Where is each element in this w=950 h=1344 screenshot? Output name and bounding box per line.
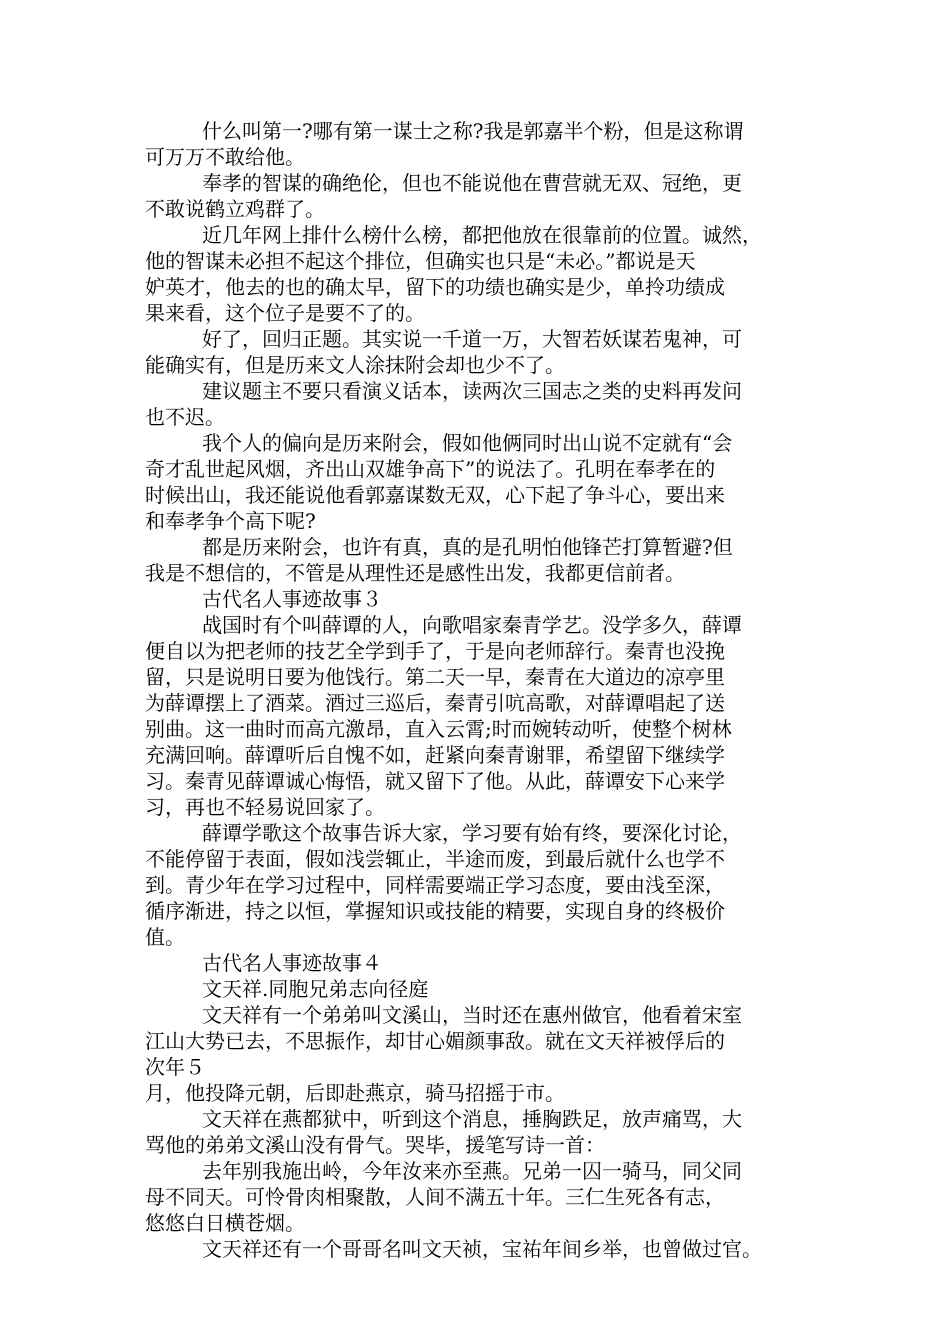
paragraph-line: 到。青少年在学习过程中，同样需要端正学习态度，要由浅至深， xyxy=(145,873,725,897)
paragraph xyxy=(145,1236,825,1262)
paragraph xyxy=(145,1002,825,1080)
paragraph-line: 悠悠白日横苍烟。 xyxy=(145,1211,305,1235)
paragraph xyxy=(145,430,825,534)
paragraph-line: 充满回响。薛谭听后自愧不如，赶紧向秦青谢罪，希望留下继续学 xyxy=(145,743,725,767)
paragraph-line: 奉孝的智谋的确绝伦，但也不能说他在曹营就无双、冠绝，更 xyxy=(202,171,742,195)
paragraph-line: 不能停留于表面，假如浅尝辄止，半途而废，到最后就什么也学不 xyxy=(145,847,725,871)
paragraph-line: 可万万不敢给他。 xyxy=(145,145,305,169)
paragraph-line: 也不迟。 xyxy=(145,405,225,429)
paragraph-line: 习。秦青见薛谭诚心悔悟，就又留下了他。从此，薛谭安下心来学 xyxy=(145,769,725,793)
paragraph-line: 留，只是说明日要为他饯行。第二天一早，秦青在大道边的凉亭里 xyxy=(145,665,725,689)
paragraph xyxy=(145,820,825,950)
paragraph-line: 习，再也不轻易说回家了。 xyxy=(145,795,385,819)
paragraph xyxy=(145,612,825,820)
paragraph xyxy=(145,586,825,612)
paragraph xyxy=(145,534,825,586)
paragraph xyxy=(145,976,825,1002)
paragraph-line: 和奉孝争个高下呢? xyxy=(145,509,316,533)
paragraph-line: 值。 xyxy=(145,925,185,949)
paragraph-line: 薛谭学歌这个故事告诉大家，学习要有始有终，要深化讨论， xyxy=(202,821,742,845)
paragraph-line: 去年别我施出岭，今年汝来亦至燕。兄弟一囚一骑马，同父同 xyxy=(202,1159,742,1183)
paragraph-line: 我是不想信的，不管是从理性还是感性出发，我都更信前者。 xyxy=(145,561,685,585)
document-page xyxy=(145,118,825,1262)
paragraph-line: 我个人的偏向是历来附会，假如他俩同时出山说不定就有“会 xyxy=(202,431,733,455)
paragraph-line: 不敢说鹤立鸡群了。 xyxy=(145,197,325,221)
paragraph xyxy=(145,326,825,378)
paragraph-line: 建议题主不要只看演义话本，读两次三国志之类的史料再发问 xyxy=(202,379,742,403)
paragraph-line: 便自以为把老师的技艺全学到手了，于是向老师辞行。秦青也没挽 xyxy=(145,639,725,663)
paragraph xyxy=(145,1080,825,1106)
paragraph xyxy=(145,170,825,222)
paragraph-line: 循序渐进，持之以恒，掌握知识或技能的精要，实现自身的终极价 xyxy=(145,899,725,923)
paragraph-line: 好了，回归正题。其实说一千道一万，大智若妖谋若鬼神，可 xyxy=(202,327,742,351)
paragraph xyxy=(145,222,825,326)
paragraph-line: 果来看，这个位子是要不了的。 xyxy=(145,301,425,325)
paragraph-line: 次年５ xyxy=(145,1055,205,1079)
paragraph-line: 古代名人事迹故事３ xyxy=(202,587,382,611)
paragraph-line: 时候出山，我还能说他看郭嘉谋数无双，心下起了争斗心，要出来 xyxy=(145,483,725,507)
paragraph-line: 为薛谭摆上了酒菜。酒过三巡后，秦青引吭高歌，对薛谭唱起了送 xyxy=(145,691,725,715)
paragraph-line: 母不同天。可怜骨肉相聚散，人间不满五十年。三仁生死各有志， xyxy=(145,1185,725,1209)
paragraph xyxy=(145,118,825,170)
paragraph-line: 近几年网上排什么榜什么榜，都把他放在很靠前的位置。诚然， xyxy=(202,223,762,247)
paragraph-line: 妒英才，他去的也的确太早，留下的功绩也确实是少，单拎功绩成 xyxy=(145,275,725,299)
paragraph-line: 奇才乱世起风烟，齐出山双雄争高下”的说法了。孔明在奉孝在的 xyxy=(145,457,716,481)
paragraph-line: 能确实有，但是历来文人涂抹附会却也少不了。 xyxy=(145,353,565,377)
paragraph-line: 别曲。这一曲时而高亢激昂，直入云霄;时而婉转动听，使整个树林 xyxy=(145,717,732,741)
paragraph xyxy=(145,378,825,430)
paragraph-line: 文天祥在燕都狱中，听到这个消息，捶胸跌足，放声痛骂，大 xyxy=(202,1107,742,1131)
paragraph-line: 古代名人事迹故事４ xyxy=(202,951,382,975)
paragraph-line: 文天祥还有一个哥哥名叫文天祯，宝祐年间乡举，也曾做过官。 xyxy=(202,1237,762,1261)
paragraph xyxy=(145,950,825,976)
paragraph-line: 都是历来附会，也许有真，真的是孔明怕他锋芒打算暂避?但 xyxy=(202,535,733,559)
paragraph-line: 骂他的弟弟文溪山没有骨气。哭毕，援笔写诗一首： xyxy=(145,1133,605,1157)
paragraph-line: 文天祥.同胞兄弟志向径庭 xyxy=(202,977,429,1001)
paragraph-line: 文天祥有一个弟弟叫文溪山，当时还在惠州做官，他看着宋室 xyxy=(202,1003,742,1027)
paragraph-line: 月，他投降元朝，后即赴燕京，骑马招摇于市。 xyxy=(145,1081,565,1105)
paragraph-line: 什么叫第一?哪有第一谋士之称?我是郭嘉半个粉，但是这称谓 xyxy=(202,119,744,143)
paragraph-line: 战国时有个叫薛谭的人，向歌唱家秦青学艺。没学多久，薛谭 xyxy=(202,613,742,637)
paragraph-line: 江山大势已去，不思振作，却甘心媚颜事敌。就在文天祥被俘后的 xyxy=(145,1029,725,1053)
paragraph-line: 他的智谋未必担不起这个排位，但确实也只是“未必。”都说是天 xyxy=(145,249,696,273)
paragraph xyxy=(145,1106,825,1158)
paragraph xyxy=(145,1158,825,1236)
